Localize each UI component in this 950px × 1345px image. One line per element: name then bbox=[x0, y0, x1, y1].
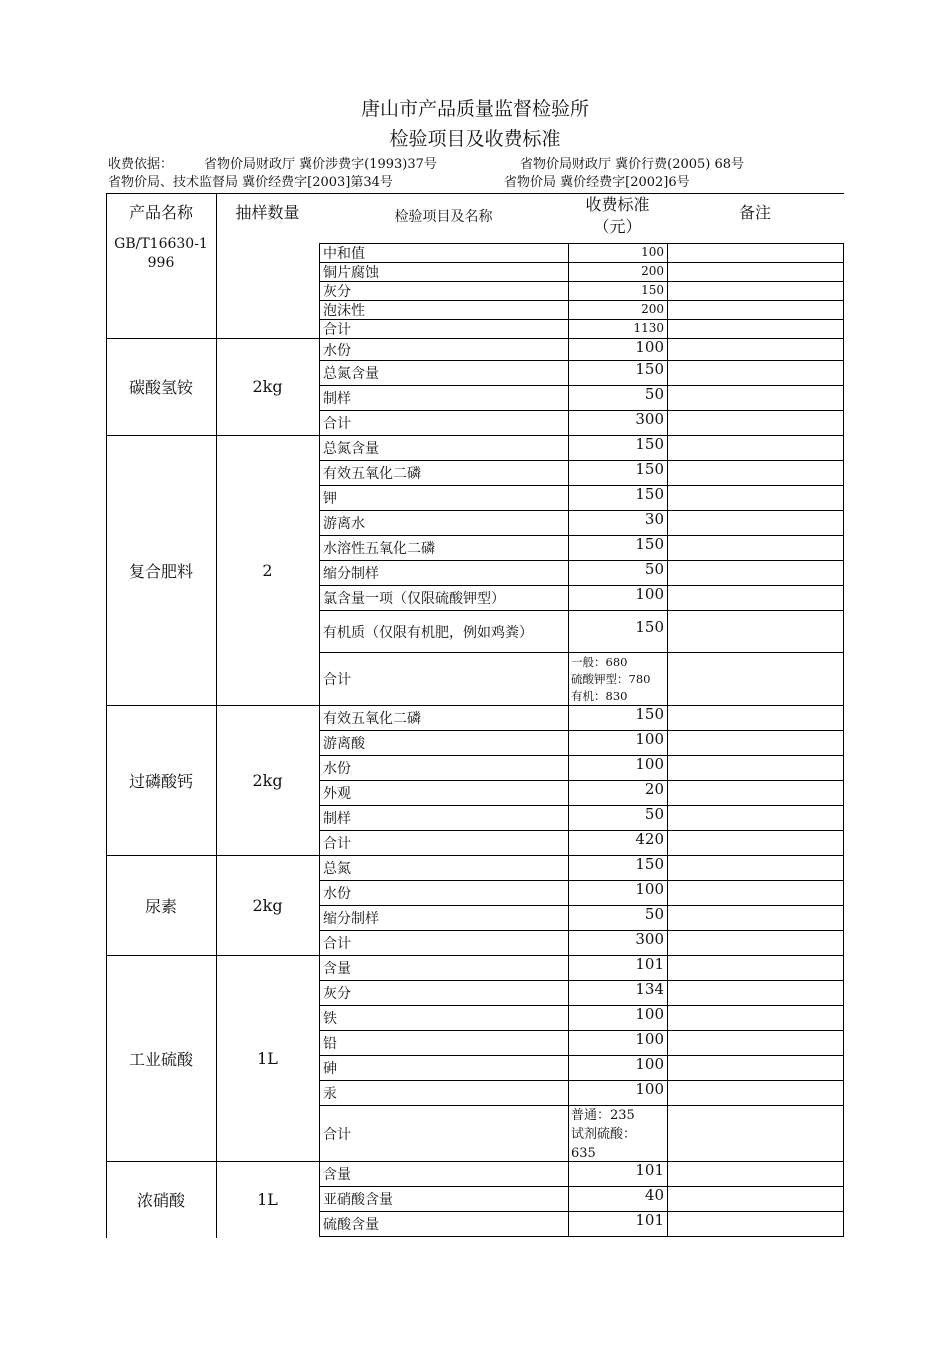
group-top-border bbox=[106, 855, 319, 856]
group-top-border bbox=[106, 955, 319, 956]
header-remark: 备注 bbox=[738, 203, 771, 222]
remark-cell bbox=[668, 1106, 843, 1161]
remark-cell bbox=[668, 301, 843, 319]
fee-basis-ref-1: 省物价局财政厅 冀价涉费字(1993)37号 bbox=[204, 157, 437, 172]
remark-cell bbox=[668, 461, 843, 485]
inspection-item: 灰分 bbox=[323, 284, 351, 300]
remark-cell bbox=[668, 586, 843, 610]
group-top-border bbox=[106, 435, 319, 436]
product-name: GB/T16630-1996 bbox=[114, 236, 208, 271]
inspection-item: 含量 bbox=[323, 1167, 351, 1183]
group-top-border bbox=[106, 1161, 319, 1162]
sample-quantity: 1L bbox=[257, 1048, 278, 1068]
fee-value: 134 bbox=[635, 981, 664, 998]
product-name: 尿素 bbox=[144, 896, 177, 916]
remark-cell bbox=[668, 411, 843, 435]
remark-cell bbox=[668, 981, 843, 1005]
sample-quantity: 2 bbox=[262, 560, 273, 580]
fee-value: 100 bbox=[635, 586, 664, 603]
fee-value: 150 bbox=[635, 706, 664, 723]
fee-line: 普通：235 bbox=[571, 1108, 635, 1123]
inspection-item: 铁 bbox=[323, 1011, 337, 1027]
fee-value: 100 bbox=[635, 339, 664, 356]
inspection-item: 有效五氧化二磷 bbox=[323, 711, 421, 727]
fee-line: 635 bbox=[571, 1146, 596, 1161]
group-top-border bbox=[106, 705, 319, 706]
page-title: 唐山市产品质量监督检验所 bbox=[360, 98, 589, 120]
fee-line: 试剂硫酸： bbox=[571, 1127, 637, 1142]
remark-cell bbox=[668, 263, 843, 281]
fee-value: 150 bbox=[635, 618, 664, 636]
remark-cell bbox=[668, 1187, 843, 1211]
product-name: 复合肥料 bbox=[128, 561, 193, 581]
fee-value: 50 bbox=[644, 561, 664, 578]
fee-value: 50 bbox=[644, 906, 664, 923]
inspection-item: 缩分制样 bbox=[323, 566, 379, 582]
fee-value: 101 bbox=[635, 1212, 664, 1229]
remark-cell bbox=[668, 1162, 843, 1186]
fee-basis-label: 收费依据： bbox=[108, 157, 174, 172]
inspection-item: 含量 bbox=[323, 961, 351, 977]
remark-cell bbox=[668, 536, 843, 560]
remark-cell bbox=[668, 561, 843, 585]
header-fee-standard: 收费标准 bbox=[585, 195, 650, 214]
inspection-item: 中和值 bbox=[323, 246, 365, 262]
fee-value: 100 bbox=[635, 1006, 664, 1023]
fee-basis-line-2 bbox=[108, 175, 690, 191]
page-subtitle: 检验项目及收费标准 bbox=[389, 128, 561, 150]
group-bottom-border bbox=[319, 1236, 844, 1237]
table-right-border bbox=[843, 243, 844, 338]
fee-basis-ref-2: 省物价局财政厅 冀价行费(2005) 68号 bbox=[520, 157, 745, 172]
remark-cell bbox=[668, 856, 843, 880]
fee-value: 150 bbox=[635, 536, 664, 553]
remark-cell bbox=[668, 436, 843, 460]
remark-cell bbox=[668, 361, 843, 385]
product-name: 浓硝酸 bbox=[136, 1191, 185, 1210]
inspection-item: 合计 bbox=[323, 672, 351, 688]
inspection-item: 铜片腐蚀 bbox=[323, 265, 379, 281]
fee-line: 硫酸钾型：780 bbox=[571, 672, 651, 686]
inspection-item: 合计 bbox=[323, 1126, 351, 1143]
fee-value: 50 bbox=[644, 386, 664, 403]
fee-value: 150 bbox=[635, 486, 664, 503]
inspection-item: 水份 bbox=[323, 886, 351, 902]
inspection-item: 水溶性五氧化二磷 bbox=[323, 541, 435, 557]
inspection-item: 灰分 bbox=[323, 986, 351, 1002]
header-sample-qty: 抽样数量 bbox=[235, 203, 300, 222]
table-right-border bbox=[843, 435, 844, 705]
fee-basis-ref-4: 省物价局 冀价经费字[2002]6号 bbox=[504, 175, 690, 190]
remark-cell bbox=[668, 706, 843, 730]
fee-value: 150 bbox=[641, 283, 664, 297]
fee-value: 300 bbox=[635, 931, 664, 948]
fee-value: 150 bbox=[635, 361, 664, 378]
remark-cell bbox=[668, 1081, 843, 1105]
table-right-border bbox=[843, 338, 844, 435]
fee-value: 420 bbox=[635, 831, 664, 848]
remark-cell bbox=[668, 956, 843, 980]
remark-cell bbox=[668, 756, 843, 780]
group-top-border bbox=[106, 338, 319, 339]
header-fee-unit: （元） bbox=[593, 217, 642, 236]
remark-cell bbox=[668, 881, 843, 905]
inspection-item: 有机质（仅限有机肥，例如鸡粪） bbox=[323, 624, 533, 641]
sample-quantity: 2kg bbox=[252, 377, 283, 396]
remark-cell bbox=[668, 1212, 843, 1236]
sample-quantity: 2kg bbox=[252, 770, 283, 790]
inspection-item: 钾 bbox=[323, 491, 337, 507]
table-right-border bbox=[843, 955, 844, 1161]
inspection-item: 泡沫性 bbox=[323, 303, 365, 319]
sample-quantity: 1L bbox=[257, 1190, 278, 1209]
inspection-item: 亚硝酸含量 bbox=[323, 1192, 393, 1208]
fee-value: 50 bbox=[644, 806, 664, 823]
fee-basis-line-1 bbox=[108, 157, 744, 173]
remark-cell bbox=[668, 731, 843, 755]
remark-cell bbox=[668, 386, 843, 410]
inspection-item: 有效五氧化二磷 bbox=[323, 466, 421, 482]
inspection-item: 砷 bbox=[323, 1061, 337, 1077]
fee-value: 200 bbox=[641, 264, 664, 278]
fee-value: 101 bbox=[635, 1162, 664, 1179]
remark-cell bbox=[668, 906, 843, 930]
fee-value: 100 bbox=[635, 731, 664, 748]
product-name: 过磷酸钙 bbox=[128, 771, 193, 791]
fee-value: 100 bbox=[635, 1056, 664, 1073]
fee-value: 100 bbox=[635, 756, 664, 773]
remark-cell bbox=[668, 781, 843, 805]
fee-line: 一般：680 bbox=[571, 655, 628, 669]
remark-cell bbox=[668, 511, 843, 535]
inspection-item: 总氮含量 bbox=[323, 441, 379, 457]
sample-quantity: 2kg bbox=[252, 895, 283, 915]
remark-cell bbox=[668, 282, 843, 300]
fee-value: 100 bbox=[635, 1081, 664, 1098]
fee-value: 100 bbox=[635, 881, 664, 898]
header-inspection-item: 检验项目及名称 bbox=[394, 209, 493, 225]
inspection-item: 合计 bbox=[323, 836, 351, 852]
inspection-item: 游离酸 bbox=[323, 736, 365, 752]
inspection-item: 游离水 bbox=[323, 516, 365, 532]
fee-line: 有机：830 bbox=[571, 689, 628, 703]
inspection-item: 汞 bbox=[323, 1086, 337, 1102]
fee-value: 101 bbox=[635, 956, 664, 973]
remark-cell bbox=[668, 320, 843, 338]
inspection-item: 总氮含量 bbox=[323, 366, 379, 382]
remark-cell bbox=[668, 653, 843, 705]
inspection-item: 铅 bbox=[323, 1036, 337, 1052]
inspection-item: 总氮 bbox=[323, 861, 351, 877]
fee-value: 100 bbox=[635, 1031, 664, 1048]
fee-value bbox=[569, 653, 667, 705]
inspection-item: 合计 bbox=[323, 322, 351, 338]
product-name: 工业硫酸 bbox=[128, 1049, 193, 1069]
table-right-border bbox=[843, 1161, 844, 1236]
inspection-item: 制样 bbox=[323, 811, 351, 827]
product-name: 碳酸氢铵 bbox=[128, 378, 193, 397]
fee-value: 30 bbox=[644, 511, 664, 528]
remark-cell bbox=[668, 611, 843, 652]
fee-value: 150 bbox=[635, 436, 664, 453]
inspection-item: 水份 bbox=[323, 342, 351, 359]
inspection-item: 合计 bbox=[323, 416, 351, 432]
remark-cell bbox=[668, 831, 843, 855]
remark-cell bbox=[668, 1006, 843, 1030]
remark-cell bbox=[668, 806, 843, 830]
fee-value: 150 bbox=[635, 461, 664, 478]
fee-value bbox=[569, 1106, 667, 1161]
remark-cell bbox=[668, 486, 843, 510]
remark-cell bbox=[668, 1031, 843, 1055]
fee-value: 100 bbox=[641, 245, 664, 259]
inspection-item: 合计 bbox=[323, 936, 351, 952]
remark-cell bbox=[668, 339, 843, 360]
inspection-item: 硫酸含量 bbox=[323, 1217, 379, 1233]
fee-value: 1130 bbox=[633, 321, 664, 335]
inspection-item: 缩分制样 bbox=[323, 911, 379, 927]
inspection-item: 外观 bbox=[323, 786, 351, 802]
inspection-item: 水份 bbox=[323, 761, 351, 777]
inspection-item: 氯含量一项（仅限硫酸钾型） bbox=[323, 591, 505, 607]
remark-cell bbox=[668, 244, 843, 262]
fee-value: 300 bbox=[635, 411, 664, 428]
fee-value: 150 bbox=[635, 856, 664, 873]
fee-basis-ref-3: 省物价局、技术监督局 冀价经费字[2003]第34号 bbox=[108, 175, 393, 190]
fee-value: 20 bbox=[644, 781, 664, 798]
inspection-item: 制样 bbox=[323, 391, 351, 407]
fee-value: 200 bbox=[641, 302, 664, 316]
remark-cell bbox=[668, 1056, 843, 1080]
remark-cell bbox=[668, 931, 843, 955]
header-product-name: 产品名称 bbox=[128, 203, 193, 222]
fee-value: 40 bbox=[644, 1187, 664, 1204]
